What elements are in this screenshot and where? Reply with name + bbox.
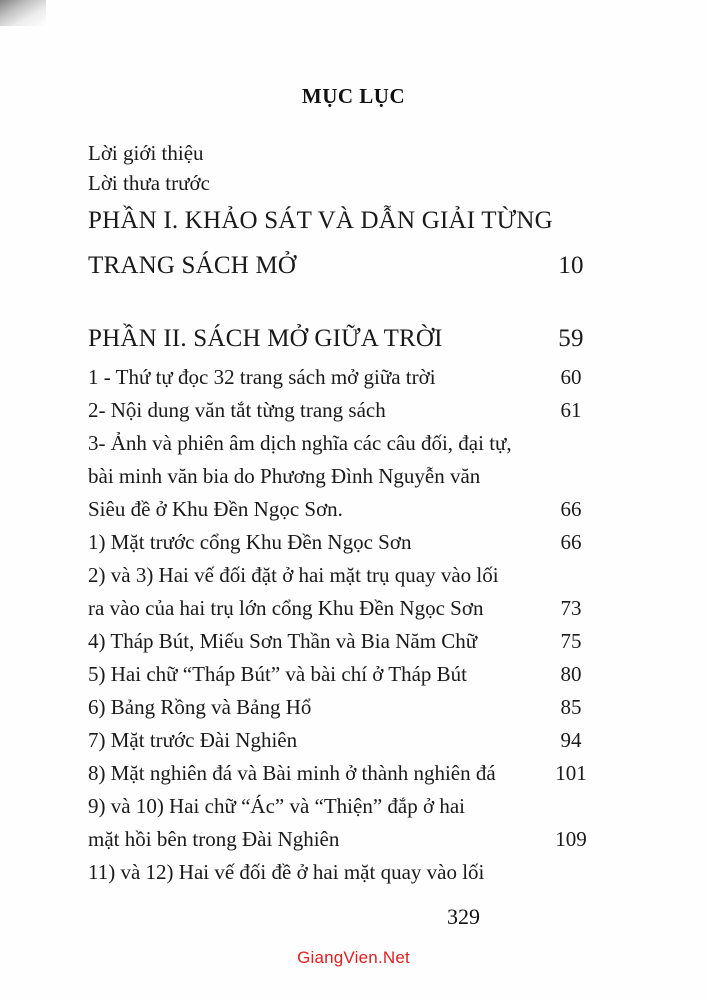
scan-artifact [0, 0, 46, 26]
toc-entry[interactable] [88, 691, 598, 724]
toc-entry-label: 1) Mặt trước cổng Khu Đền Ngọc Sơn [88, 530, 412, 554]
toc-page-number: 101 [555, 761, 587, 785]
toc-entry-line[interactable] [88, 757, 598, 790]
toc-page-number: 85 [560, 695, 582, 719]
toc-entry-label: 9) và 10) Hai chữ “Ác” và “Thiện” đắp ở hai [88, 794, 465, 818]
toc-entry-line[interactable] [88, 427, 598, 460]
toc-entry-line[interactable] [88, 559, 598, 592]
toc-page-number: 94 [560, 728, 582, 752]
folio-value: 329 [447, 904, 480, 929]
toc-entry[interactable] [88, 658, 598, 691]
toc-entry[interactable] [88, 316, 598, 361]
toc-entry-line[interactable] [88, 460, 598, 493]
toc-entry-label: bài minh văn bia do Phương Đình Nguyễn văn [88, 464, 481, 488]
toc-page-number: 75 [560, 629, 582, 653]
toc-entry-label: Lời thưa trước [88, 171, 210, 195]
toc-entry-line[interactable] [88, 198, 598, 243]
toc-entry[interactable] [88, 168, 598, 198]
folio-page-number [0, 904, 707, 930]
toc-entry[interactable] [88, 724, 598, 757]
toc-entry[interactable] [88, 198, 598, 288]
toc-page-number: 10 [558, 252, 584, 279]
page-title: MỤC LỤC [301, 84, 406, 108]
toc-entry[interactable] [88, 394, 598, 427]
toc-page-number: 60 [560, 365, 582, 389]
toc-page-number: 59 [558, 325, 584, 352]
toc-page-number: 80 [560, 662, 582, 686]
toc-entry-line[interactable] [88, 361, 598, 394]
watermark: GiangVien.Net [297, 948, 410, 967]
toc-entry-line[interactable] [88, 724, 598, 757]
toc-entry[interactable] [88, 856, 598, 889]
toc-entry-line[interactable] [88, 316, 598, 361]
toc-entry-label: 2- Nội dung văn tắt từng trang sách [88, 398, 386, 422]
toc-entry-line[interactable] [88, 856, 598, 889]
toc-entry-label: mặt hồi bên trong Đài Nghiên [88, 827, 340, 851]
section-spacer [88, 288, 598, 316]
toc-entry-line[interactable] [88, 138, 598, 168]
toc-page-number: 61 [560, 398, 582, 422]
toc-page-number: 66 [560, 530, 582, 554]
toc-entry-line[interactable] [88, 691, 598, 724]
toc-entry-label: 5) Hai chữ “Tháp Bút” và bài chí ở Tháp Bút [88, 662, 467, 686]
toc-entry-label: PHẦN II. SÁCH MỞ GIỮA TRỜI [88, 325, 443, 352]
toc-entry[interactable] [88, 361, 598, 394]
toc-entry-label: 7) Mặt trước Đài Nghiên [88, 728, 298, 752]
toc-entry-label: 4) Tháp Bút, Miếu Sơn Thần và Bia Năm Chữ [88, 629, 478, 653]
toc-entry-line[interactable] [88, 592, 598, 625]
toc-entry-line[interactable] [88, 625, 598, 658]
toc-entry[interactable] [88, 526, 598, 559]
toc-entry[interactable] [88, 427, 598, 526]
toc-page-number: 73 [560, 596, 582, 620]
toc-entry-line[interactable] [88, 493, 598, 526]
toc-entry-label: TRANG SÁCH MỞ [88, 252, 297, 279]
toc-entry-line[interactable] [88, 394, 598, 427]
table-of-contents [88, 138, 598, 889]
toc-entry-label: 6) Bảng Rồng và Bảng Hổ [88, 695, 312, 719]
toc-entry-line[interactable] [88, 526, 598, 559]
toc-entry[interactable] [88, 138, 598, 168]
toc-entry-line[interactable] [88, 823, 598, 856]
toc-entry-line[interactable] [88, 168, 598, 198]
toc-entry-label: ra vào của hai trụ lớn cổng Khu Đền Ngọc Sơn [88, 596, 484, 620]
toc-entry-line[interactable] [88, 243, 598, 288]
toc-entry[interactable] [88, 559, 598, 625]
toc-page-number: 109 [555, 827, 587, 851]
toc-entry-label: 8) Mặt nghiên đá và Bài minh ở thành nghiên đá [88, 761, 496, 785]
toc-entry-label: 11) và 12) Hai vế đối đề ở hai mặt quay vào lối [88, 860, 485, 884]
toc-entry-line[interactable] [88, 658, 598, 691]
toc-entry-label: 3- Ảnh và phiên âm dịch nghĩa các câu đối, đại tự, [88, 431, 512, 455]
toc-entry-label: PHẦN I. KHẢO SÁT VÀ DẪN GIẢI TỪNG [88, 207, 553, 234]
toc-page-number: 66 [560, 497, 582, 521]
toc-entry[interactable] [88, 790, 598, 856]
toc-entry-label: Siêu đề ở Khu Đền Ngọc Sơn. [88, 497, 343, 521]
toc-entry[interactable] [88, 757, 598, 790]
toc-entry-label: 2) và 3) Hai vế đối đặt ở hai mặt trụ quay vào lối [88, 563, 499, 587]
toc-entry-label: Lời giới thiệu [88, 141, 204, 165]
toc-entry-label: 1 - Thứ tự đọc 32 trang sách mở giữa trời [88, 365, 436, 389]
toc-entry[interactable] [88, 625, 598, 658]
toc-entry-line[interactable] [88, 790, 598, 823]
